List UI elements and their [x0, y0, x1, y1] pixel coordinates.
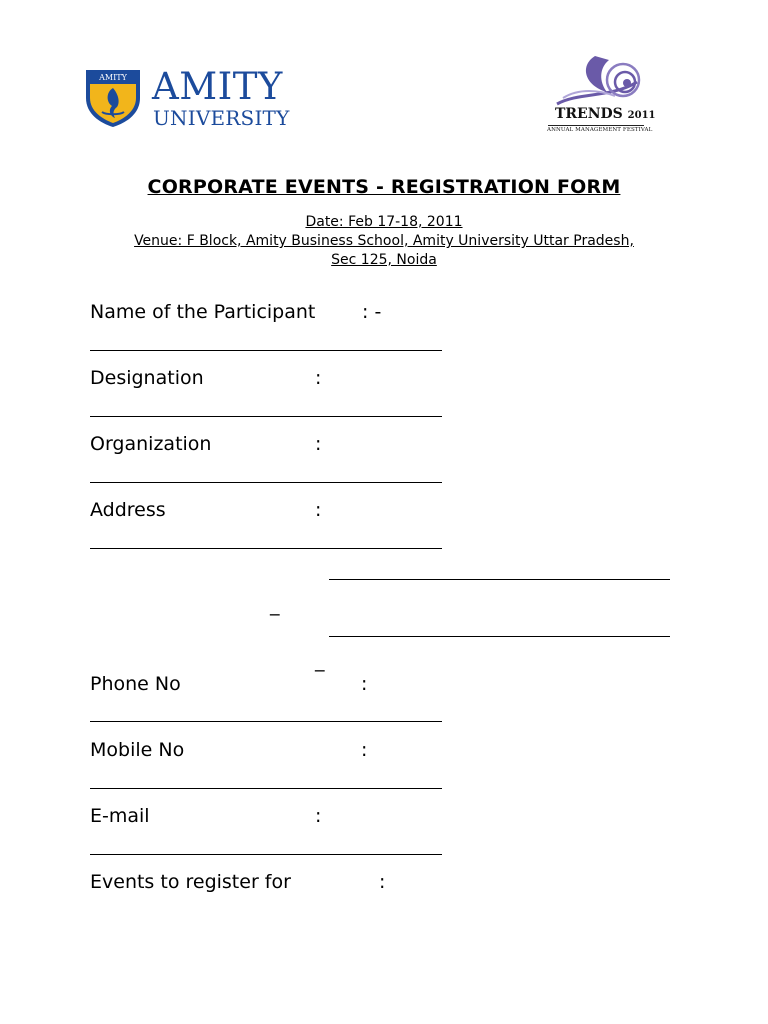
address-field-line-1[interactable]	[90, 548, 442, 549]
mobile-label: Mobile No	[90, 739, 185, 761]
organization-label: Organization	[90, 433, 212, 455]
event-venue-line-1: Venue: F Block, Amity Business School, Amity University Uttar Pradesh,	[134, 233, 634, 249]
organization-separator: :	[315, 433, 322, 455]
designation-separator: :	[315, 367, 322, 389]
participant-name-label: Name of the Participant	[90, 301, 316, 323]
address-field-line-2[interactable]	[329, 579, 670, 580]
trends-year: 2011	[627, 110, 656, 121]
amity-shield-text: AMITY	[99, 73, 127, 82]
phone-separator: :	[361, 673, 368, 695]
amity-shield-icon	[84, 68, 142, 128]
trends-festival-logo	[543, 52, 656, 137]
amity-logo-name: AMITY	[152, 65, 283, 108]
amity-logo-subtitle: UNIVERSITY	[153, 106, 290, 130]
events-label: Events to register for	[90, 871, 291, 893]
address-field-line-3[interactable]	[329, 636, 670, 637]
trends-tagline: ANNUAL MANAGEMENT FESTIVAL	[547, 127, 653, 133]
trends-logo-name	[555, 106, 656, 122]
participant-name-separator: : -	[362, 301, 382, 323]
trends-name: TRENDS	[555, 106, 623, 122]
address-label: Address	[90, 499, 166, 521]
address-line-2-mark: _	[270, 594, 280, 616]
email-separator: :	[315, 805, 322, 827]
amity-university-logo	[84, 65, 304, 130]
organization-field[interactable]	[90, 482, 442, 483]
address-separator: :	[315, 499, 322, 521]
designation-label: Designation	[90, 367, 204, 389]
event-venue-line-2: Sec 125, Noida	[331, 252, 437, 268]
trends-swirl-icon	[549, 52, 645, 108]
address-line-3-mark: _	[315, 650, 325, 672]
form-title: CORPORATE EVENTS - REGISTRATION FORM	[147, 176, 621, 198]
phone-field[interactable]	[90, 721, 442, 722]
mobile-separator: :	[361, 739, 368, 761]
events-separator: :	[379, 871, 386, 893]
participant-name-field[interactable]	[90, 350, 442, 351]
phone-label: Phone No	[90, 673, 181, 695]
mobile-field[interactable]	[90, 788, 442, 789]
email-field[interactable]	[90, 854, 442, 855]
email-label: E-mail	[90, 805, 150, 827]
designation-field[interactable]	[90, 416, 442, 417]
event-date: Date: Feb 17-18, 2011	[305, 214, 463, 230]
trends-divider	[548, 125, 644, 126]
